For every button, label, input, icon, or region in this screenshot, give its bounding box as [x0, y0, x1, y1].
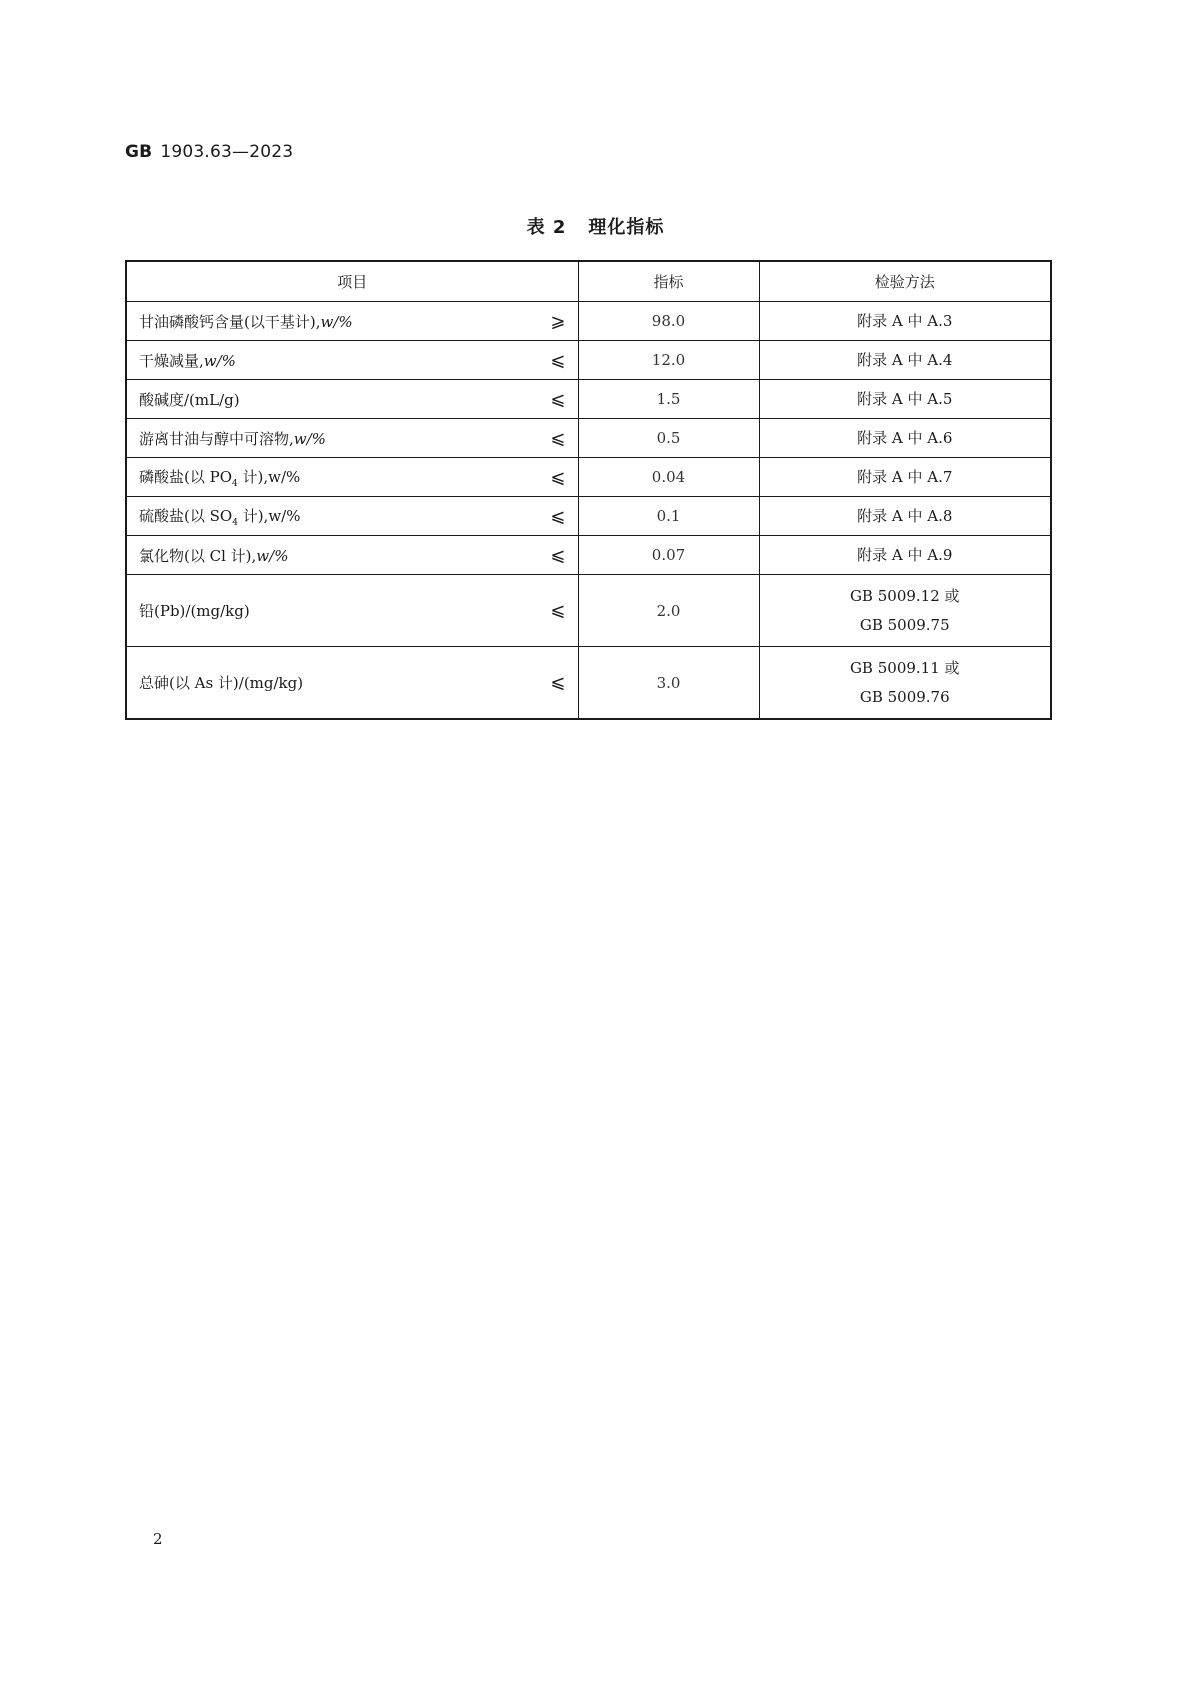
- table-row: [126, 380, 1051, 419]
- standard-header: [125, 142, 293, 162]
- method-cell: [759, 497, 1051, 536]
- value-cell: 12.0: [578, 341, 759, 380]
- item-label: 总砷(以 As 计)/(mg/kg): [139, 674, 304, 692]
- item-label: 氯化物(以 Cl 计),w/%: [139, 546, 289, 565]
- value-cell: 3.0: [578, 647, 759, 720]
- item-cell: [126, 575, 578, 647]
- item-cell: [126, 536, 578, 575]
- item-cell: [126, 497, 578, 536]
- comparison-symbol: ⩽: [550, 672, 566, 693]
- table-row: [126, 341, 1051, 380]
- table-row: [126, 497, 1051, 536]
- method-line: 附录 A 中 A.5: [857, 389, 953, 408]
- column-header-method: 检验方法: [759, 261, 1051, 302]
- comparison-symbol: ⩽: [550, 600, 566, 621]
- item-label: 酸碱度/(mL/g): [139, 390, 240, 409]
- value-cell: 98.0: [578, 302, 759, 341]
- item-cell: [126, 302, 578, 341]
- comparison-symbol: ⩽: [550, 466, 566, 488]
- table-row: [126, 458, 1051, 497]
- method-line: 附录 A 中 A.7: [857, 467, 953, 486]
- value-cell: 0.5: [578, 419, 759, 458]
- comparison-symbol: ⩽: [550, 544, 566, 566]
- column-header-value: 指标: [578, 261, 759, 302]
- method-cell: [759, 647, 1051, 720]
- method-line: 附录 A 中 A.6: [857, 428, 953, 447]
- item-cell: [126, 647, 578, 720]
- item-cell: [126, 458, 578, 497]
- method-line: GB 5009.76: [859, 687, 950, 706]
- table-header-row: [126, 261, 1051, 302]
- method-cell: [759, 380, 1051, 419]
- item-cell: [126, 380, 578, 419]
- item-label: 铅(Pb)/(mg/kg): [139, 602, 250, 620]
- spec-table: [125, 260, 1052, 720]
- method-cell: [759, 575, 1051, 647]
- method-line: 附录 A 中 A.3: [857, 311, 953, 330]
- table-row: [126, 575, 1051, 647]
- item-label: 硫酸盐(以 $SO_4$ 计),w/%: [139, 506, 301, 528]
- table-row: [126, 647, 1051, 720]
- table-body: [126, 302, 1051, 720]
- method-cell: [759, 458, 1051, 497]
- table-row: [126, 419, 1051, 458]
- item-label: 游离甘油与醇中可溶物,w/%: [139, 429, 326, 448]
- method-line: GB 5009.11 或: [849, 658, 960, 677]
- comparison-symbol: ⩽: [550, 427, 566, 449]
- method-line: 附录 A 中 A.8: [857, 506, 953, 525]
- value-cell: 2.0: [578, 575, 759, 647]
- item-label: 甘油磷酸钙含量(以干基计),w/%: [139, 312, 353, 331]
- comparison-symbol: ⩽: [550, 505, 566, 527]
- comparison-symbol: ⩽: [550, 388, 566, 410]
- table-caption-label: 表 2: [526, 217, 567, 238]
- value-cell: 1.5: [578, 380, 759, 419]
- standard-prefix: GB: [125, 142, 153, 162]
- method-line: GB 5009.75: [859, 615, 950, 634]
- page-number: 2: [153, 1530, 163, 1548]
- item-label: 磷酸盐(以 $PO_4$ 计),w/%: [139, 467, 301, 489]
- value-cell: 0.04: [578, 458, 759, 497]
- comparison-symbol: ⩾: [550, 310, 566, 332]
- value-cell: 0.07: [578, 536, 759, 575]
- table-caption: [0, 213, 1191, 239]
- method-cell: [759, 536, 1051, 575]
- method-line: 附录 A 中 A.9: [857, 545, 953, 564]
- method-cell: [759, 302, 1051, 341]
- comparison-symbol: ⩽: [550, 349, 566, 371]
- item-cell: [126, 419, 578, 458]
- table-caption-title: 理化指标: [588, 217, 665, 238]
- column-header-item: 项目: [126, 261, 578, 302]
- method-line: 附录 A 中 A.4: [857, 350, 953, 369]
- item-label: 干燥减量,w/%: [139, 351, 236, 370]
- method-cell: [759, 341, 1051, 380]
- method-line: GB 5009.12 或: [849, 586, 960, 605]
- table-row: [126, 302, 1051, 341]
- table-row: [126, 536, 1051, 575]
- standard-number: 1903.63—2023: [160, 142, 294, 162]
- item-cell: [126, 341, 578, 380]
- method-cell: [759, 419, 1051, 458]
- value-cell: 0.1: [578, 497, 759, 536]
